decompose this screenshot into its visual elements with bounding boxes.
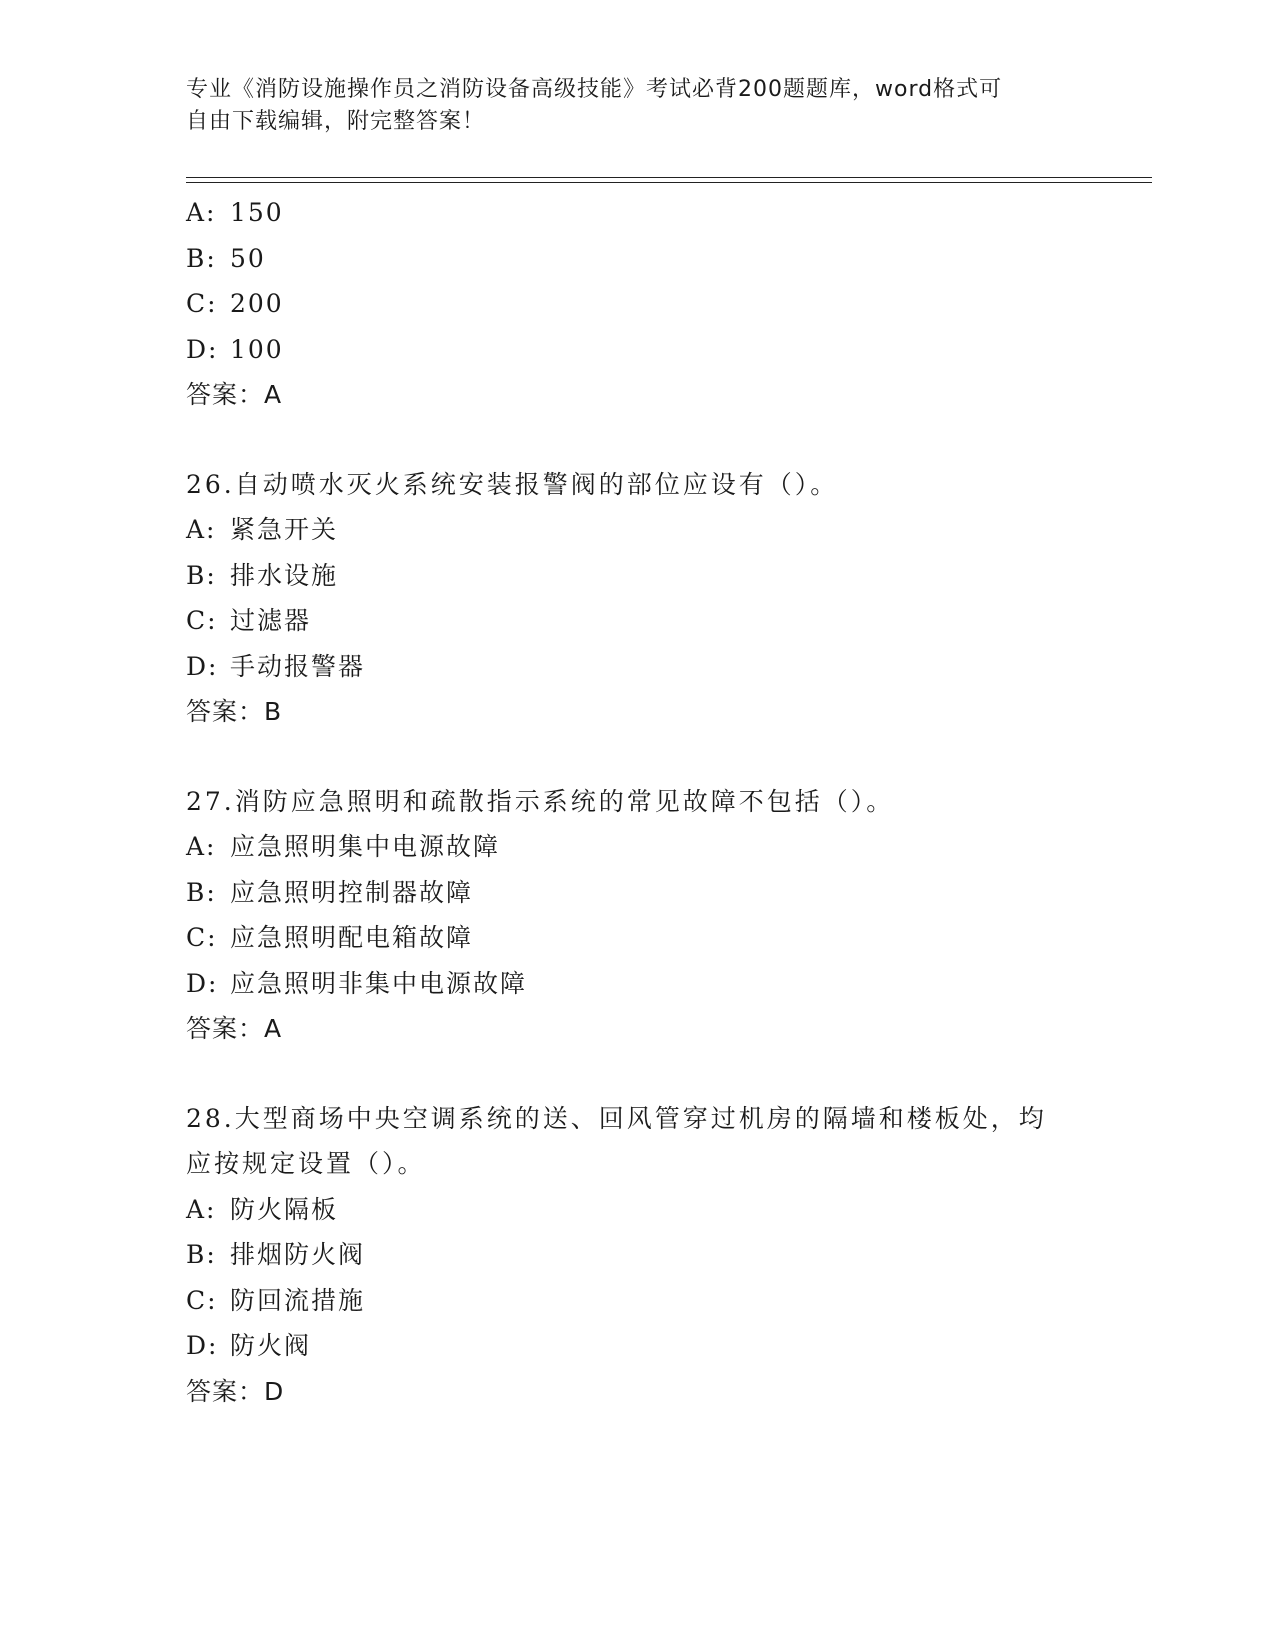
header-divider-top	[186, 177, 1152, 178]
answer-line: 答案：A	[186, 1014, 283, 1043]
header-divider-bottom	[186, 182, 1152, 183]
header-title-line-2: 自由下载编辑，附完整答案！	[186, 109, 486, 134]
option-c: C: 200	[186, 289, 284, 318]
question-block-27	[186, 779, 1086, 1052]
document-header	[186, 74, 1086, 138]
option-d: D: 防火阀	[186, 1331, 312, 1360]
option-a: A: 紧急开关	[186, 515, 339, 544]
question-block-25	[186, 190, 1086, 418]
header-title-line-1: 专业《消防设施操作员之消防设备高级技能》考试必背200题题库，word格式可	[186, 77, 1003, 102]
question-text: 26.自动喷水灭火系统安装报警阀的部位应设有（）。	[186, 469, 839, 499]
option-a: A: 150	[186, 198, 284, 227]
option-c: C: 防回流措施	[186, 1285, 366, 1315]
option-b: B: 排水设施	[186, 560, 339, 590]
question-text-line-2: 应按规定设置（）。	[186, 1149, 426, 1178]
question-list	[186, 190, 1086, 1414]
option-b: B: 排烟防火阀	[186, 1240, 366, 1269]
option-a: A: 应急照明集中电源故障	[186, 832, 501, 861]
answer-line: 答案：B	[186, 697, 283, 726]
option-b: B: 应急照明控制器故障	[186, 877, 474, 907]
question-text-line-1: 28.大型商场中央空调系统的送、回风管穿过机房的隔墙和楼板处，均	[186, 1103, 1047, 1133]
option-c: C: 应急照明配电箱故障	[186, 923, 474, 952]
question-text	[186, 1096, 1086, 1187]
answer-line: 答案：D	[186, 1376, 285, 1406]
question-block-26	[186, 462, 1086, 735]
option-d: D: 100	[186, 334, 284, 364]
option-b: B: 50	[186, 243, 266, 273]
option-d: D: 手动报警器	[186, 651, 366, 681]
answer-line: 答案：A	[186, 380, 283, 409]
option-d: D: 应急照明非集中电源故障	[186, 968, 528, 998]
option-a: A: 防火隔板	[186, 1194, 339, 1224]
question-block-28	[186, 1096, 1086, 1415]
option-c: C: 过滤器	[186, 606, 312, 635]
question-text: 27.消防应急照明和疏散指示系统的常见故障不包括（）。	[186, 786, 895, 816]
